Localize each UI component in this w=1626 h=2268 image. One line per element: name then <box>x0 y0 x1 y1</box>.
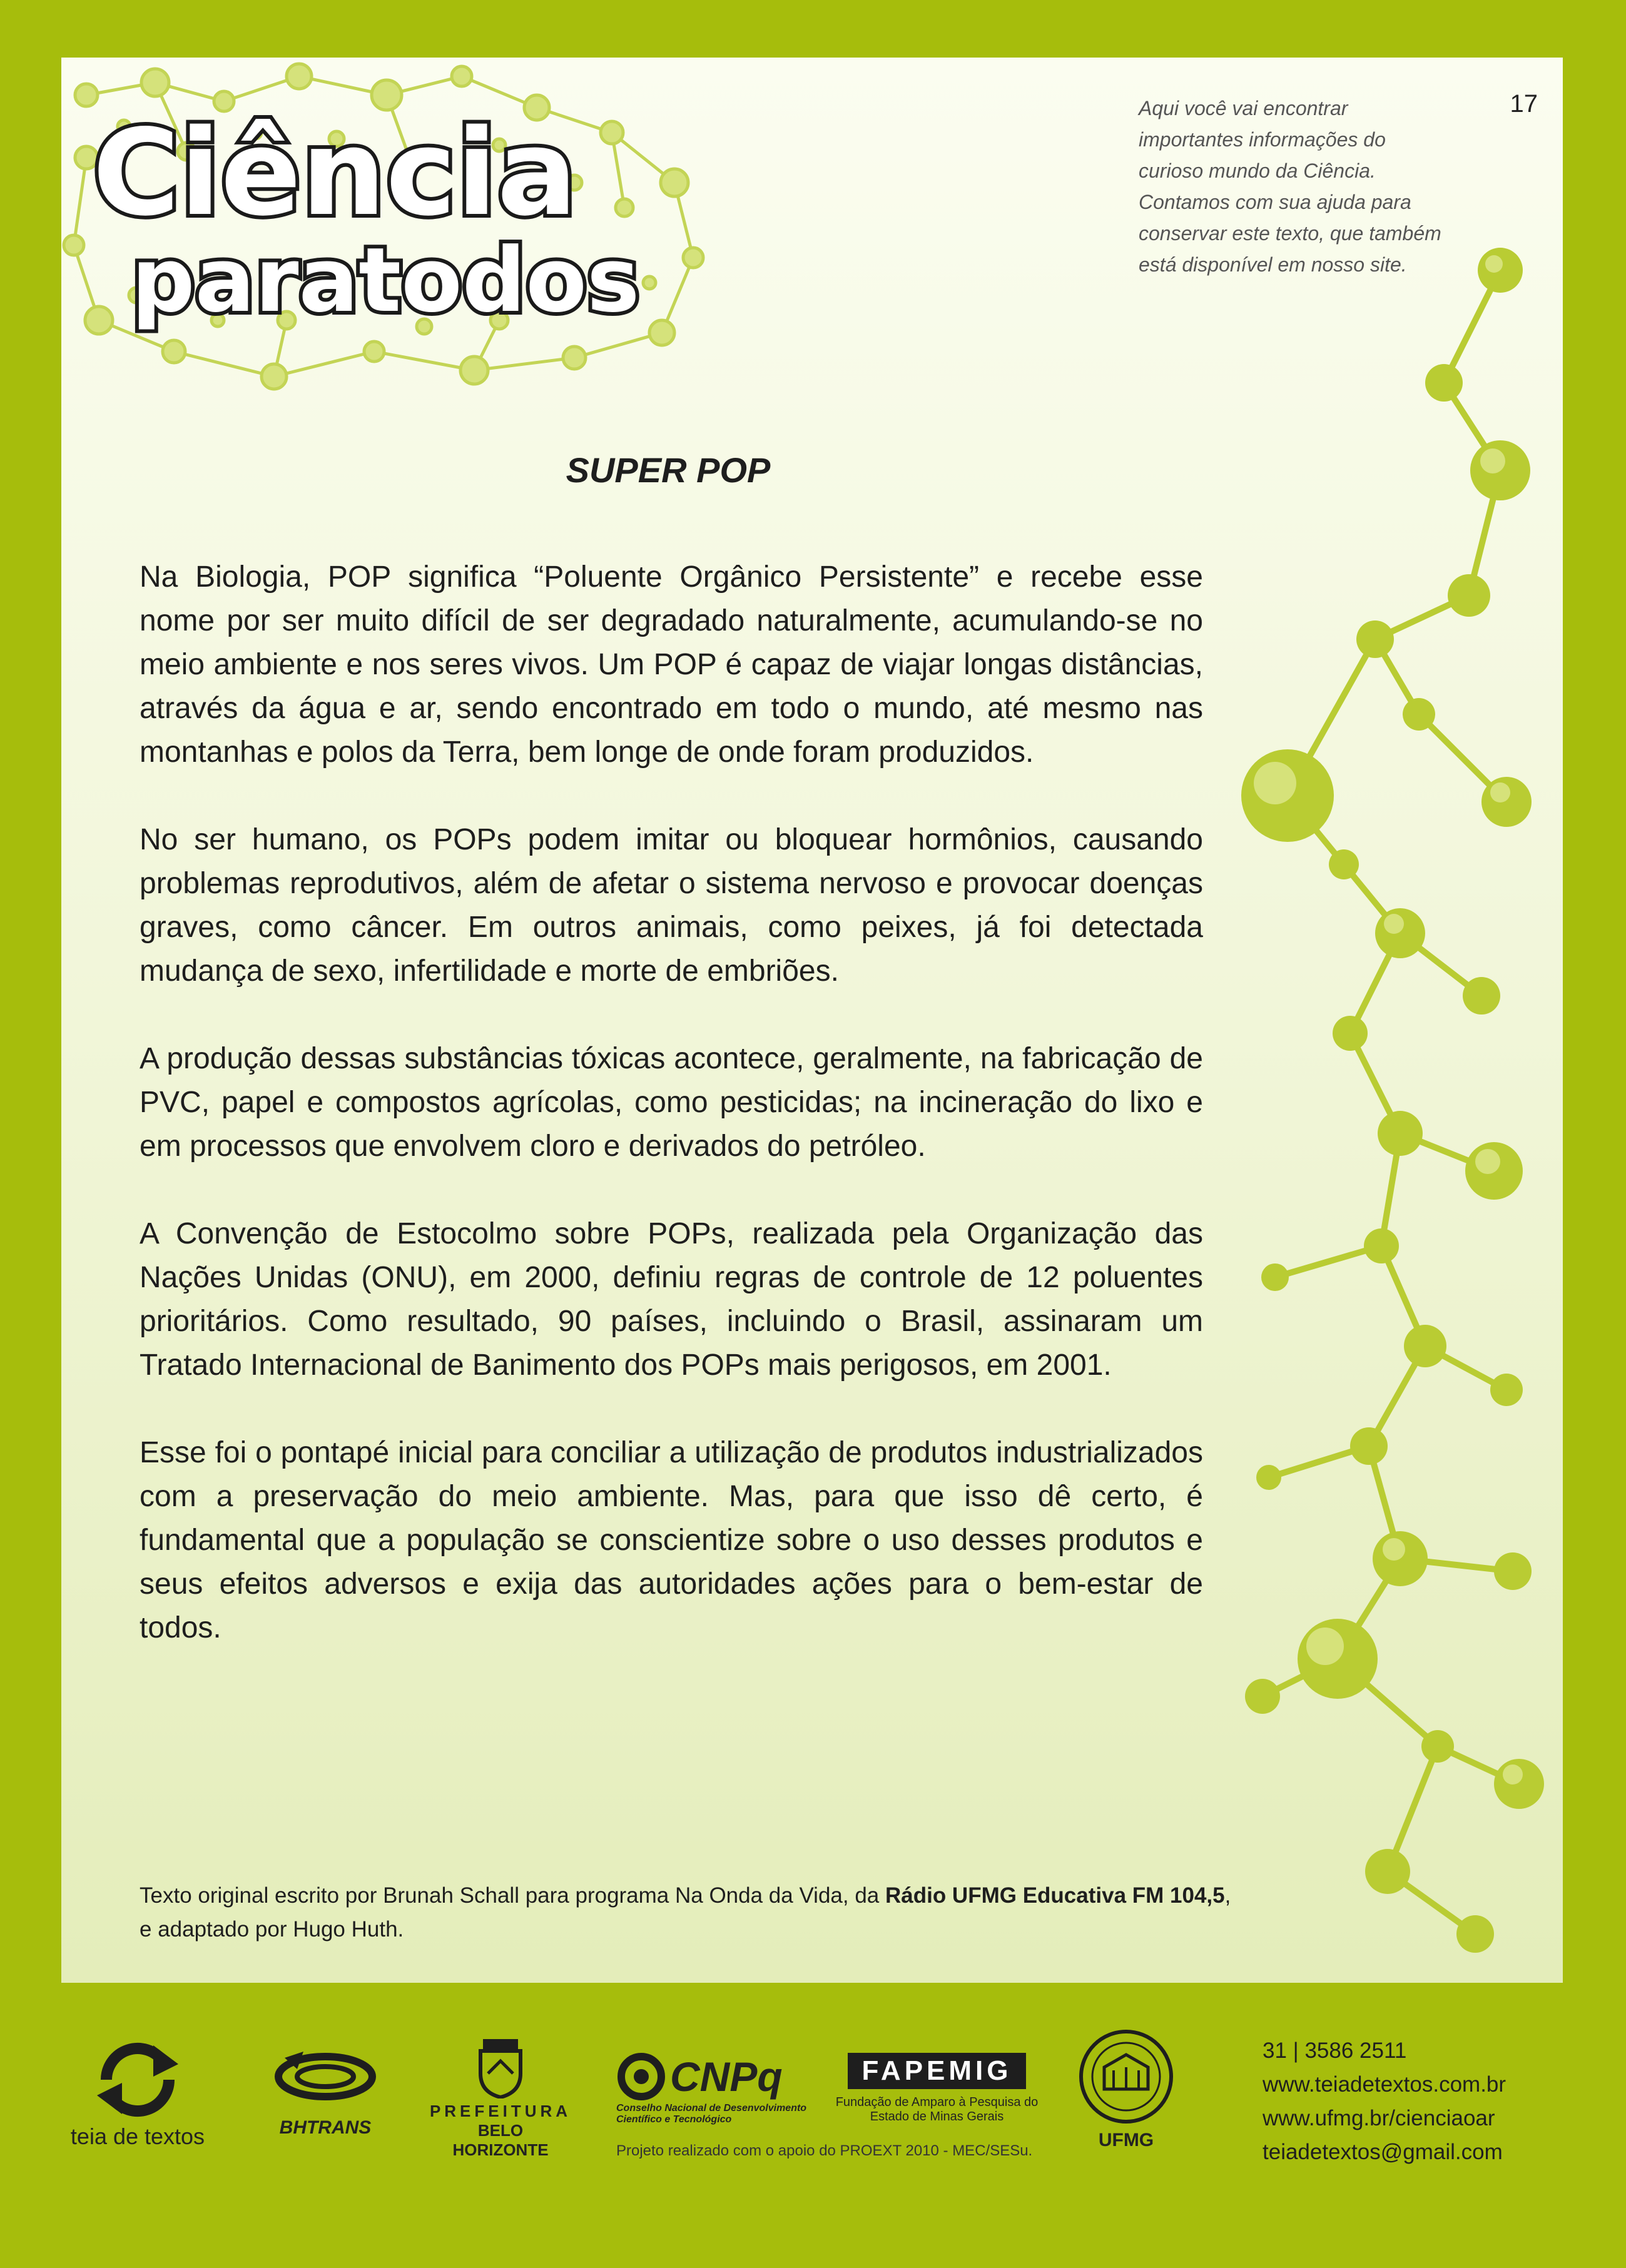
bhtrans-logo[interactable] <box>263 2045 388 2139</box>
teia-label: teia de textos <box>70 2124 205 2149</box>
article-paragraph: A produção dessas substâncias tóxicas acontece, geralmente, na fabricação de PVC, papel e compostos agrícolas, como pesticidas; na incineração do lixo e em processos que envolvem cloro e derivados do petróleo. <box>140 1042 1203 1163</box>
intro-line: está disponível em nosso site. <box>1139 253 1407 276</box>
fapemig-sub2: Estado de Minas Gerais <box>870 2110 1004 2124</box>
cnpq-sub1: Conselho Nacional de Desenvolvimento <box>616 2103 807 2114</box>
intro-line: importantes informações do <box>1139 128 1386 151</box>
article-credit <box>140 1879 1241 1947</box>
credit-suffix: , e adaptado por Hugo Huth. <box>140 1883 1231 1941</box>
article-paragraph: Esse foi o pontapé inicial para conciliar a utilização de produtos industrializados com a preservação do meio ambiente. Mas, para que isso dê certo, é fundamental que a população se conscientize sobre o uso desses produtos e seus efeitos adversos e exija das autoridades ações para o bem-estar de todos. <box>140 1436 1203 1644</box>
credit-radio: Rádio UFMG Educativa FM 104,5 <box>885 1883 1225 1908</box>
ufmg-label: UFMG <box>1098 2130 1154 2150</box>
contact-website-teia[interactable]: www.teiadetextos.com.br <box>1263 2072 1507 2097</box>
article-paragraph: A Convenção de Estocolmo sobre POPs, realizada pela Organização das Nações Unidas (ONU), em 2000, definiu regras de controle de 12 poluentes prioritários. Como resultado, 90 países, incluindo o Brasil, assinaram um Tratado Internacional de Banimento dos POPs mais perigosos, em 2001. <box>140 1217 1203 1382</box>
cnpq-sub2: Científico e Tecnológico <box>616 2114 732 2125</box>
teia-logo[interactable] <box>69 2039 206 2150</box>
intro-line: curioso mundo da Ciência. <box>1139 159 1376 182</box>
ufmg-seal-icon <box>1076 2027 1176 2127</box>
intro-line: Aqui você vai encontrar <box>1139 97 1348 119</box>
intro-line: conservar este texto, que também <box>1139 222 1441 245</box>
article-paragraph: No ser humano, os POPs podem imitar ou bloquear hormônios, causando problemas reprodutivos, além de afetar o sistema nervoso e provocar doenças graves, como câncer. Em outros animais, como peixes, já foi detectada mudança de sexo, infertilidade e morte de embriões. <box>140 823 1203 988</box>
cnpq-logo[interactable] <box>616 2052 816 2125</box>
fapemig-sub1: Fundação de Amparo à Pesquisa do <box>835 2095 1039 2109</box>
intro-line: Contamos com sua ajuda para <box>1139 191 1411 213</box>
page-number: 17 <box>1510 90 1538 118</box>
molecule-decoration <box>1212 58 1563 1983</box>
article-title: SUPER POP <box>566 450 771 490</box>
contact-info <box>1263 2034 1506 2169</box>
contact-website-ufmg[interactable]: www.ufmg.br/cienciaoar <box>1263 2106 1495 2130</box>
article-body <box>140 555 1203 1694</box>
prefeitura-line2: BELO HORIZONTE <box>452 2121 549 2159</box>
article-paragraph: Na Biologia, POP significa “Poluente Orgânico Persistente” e recebe esse nome por ser muito difícil de ser degradado naturalmente, acumulando-se no meio ambiente e nos seres vivos. Um POP é capaz de viajar longas distâncias, através da água e ar, sendo encontrado em todo o mundo, até mesmo nas montanhas e polos da Terra, bem longe de onde foram produzidos. <box>140 560 1203 769</box>
bhtrans-label: BHTRANS <box>279 2117 372 2138</box>
ufmg-logo[interactable] <box>1073 2027 1179 2151</box>
contact-phone: 31 | 3586 2511 <box>1263 2038 1407 2063</box>
cnpq-emblem-icon <box>616 2052 666 2102</box>
proext-note: Projeto realizado com o apoio do PROEXT 2010 - MEC/SESu. <box>616 2142 1033 2159</box>
logo-molecule-cluster <box>61 58 724 408</box>
logo-title-line2: paratodos <box>131 229 640 332</box>
recycle-arrows-icon <box>91 2039 185 2120</box>
prefeitura-line1: PREFEITURA <box>429 2102 572 2120</box>
bhtrans-swirl-icon <box>272 2045 379 2114</box>
credit-prefix: Texto original escrito por Brunah Schall para programa Na Onda da Vida, da <box>140 1883 885 1908</box>
logo-title-line1: Ciência <box>93 104 577 242</box>
contact-email[interactable]: teiadetextos@gmail.com <box>1263 2140 1503 2164</box>
page-sheet <box>61 58 1563 1983</box>
prefeitura-logo[interactable] <box>429 2036 572 2160</box>
cnpq-label: CNPq <box>670 2053 783 2100</box>
city-crest-icon <box>475 2036 526 2098</box>
fapemig-label: FAPEMIG <box>848 2053 1025 2089</box>
fapemig-logo[interactable] <box>829 2053 1045 2124</box>
intro-note <box>1139 93 1489 280</box>
